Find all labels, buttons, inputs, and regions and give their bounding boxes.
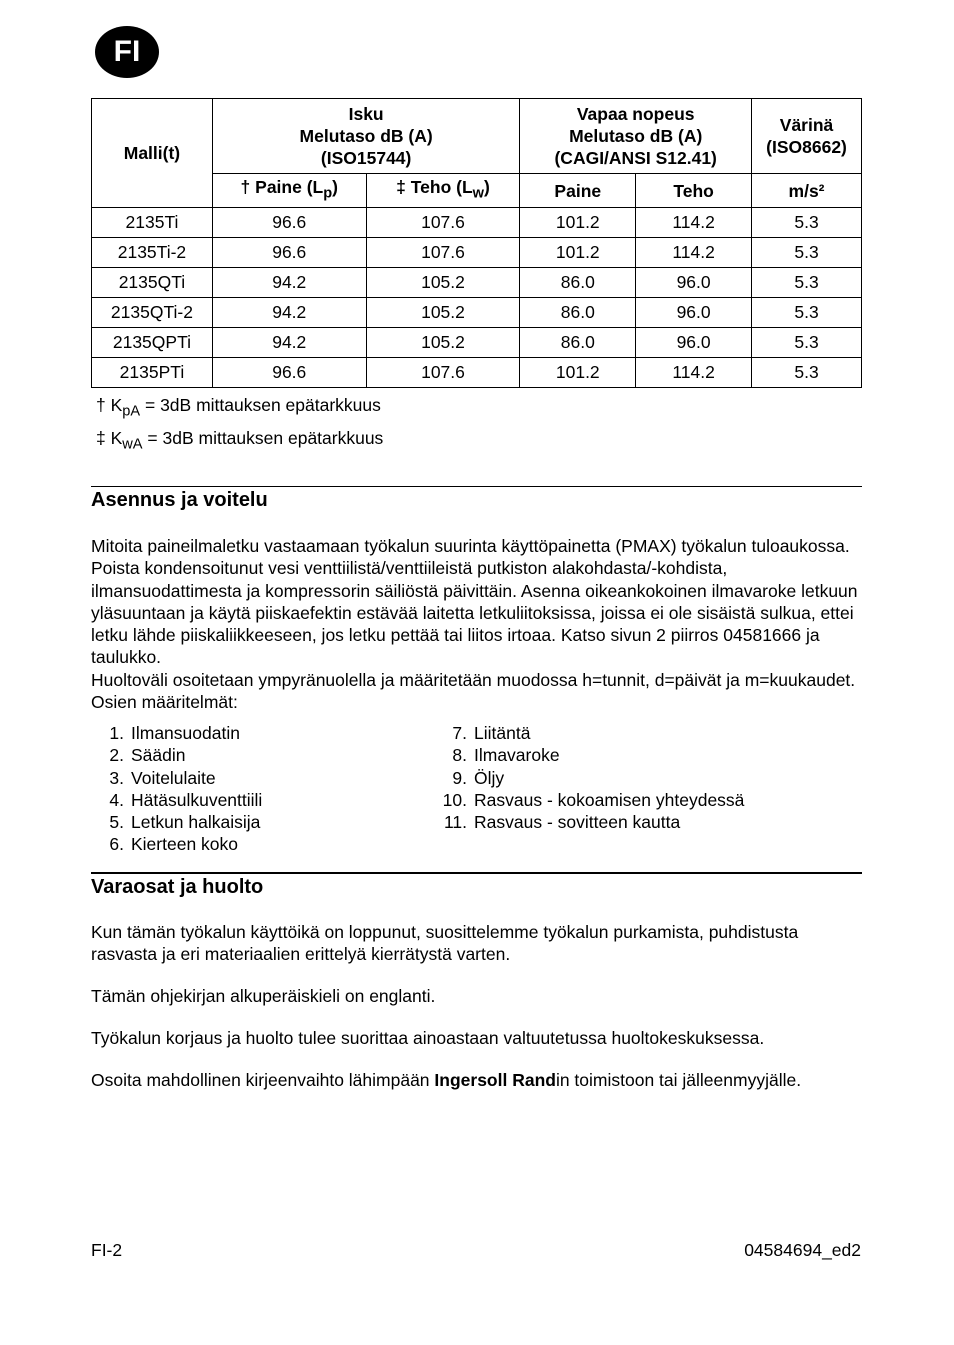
cell-model: 2135QTi <box>92 268 213 298</box>
specifications-table <box>91 98 862 388</box>
cell-impact-power: 105.2 <box>366 268 520 298</box>
cell-impact-power: 107.6 <box>366 238 520 268</box>
cell-model: 2135QTi-2 <box>92 298 213 328</box>
header-free-pressure: Paine <box>520 174 636 208</box>
list-item: 7. Liitäntä <box>452 723 531 743</box>
table-row <box>92 328 862 358</box>
header-free-power: Teho <box>636 174 752 208</box>
cell-impact-power: 105.2 <box>366 328 520 358</box>
table-row <box>92 298 862 328</box>
footnote-power-uncertainty: ‡ $K_{wA} = 3dB$ mittauksen epätarkkuus <box>96 427 384 452</box>
table-row <box>92 238 862 268</box>
cell-free-power: 114.2 <box>636 358 752 388</box>
cell-impact-pressure: 94.2 <box>212 268 366 298</box>
cell-impact-pressure: 96.6 <box>212 238 366 268</box>
recycling-paragraph: Kun tämän työkalun käyttöikä on loppunut, suosittelemme työkalun purkamista, puhdistusta rasvasta ja eri materiaalien erittelyä kierrätystä varten. <box>91 922 799 965</box>
cell-free-power: 96.0 <box>636 328 752 358</box>
brand-name: Ingersoll Rand <box>434 1070 556 1090</box>
list-item: 10. Rasvaus - kokoamisen yhteydessä <box>442 789 745 810</box>
section-title-installation: Asennus ja voitelu <box>91 489 268 511</box>
cell-impact-pressure: 96.6 <box>212 358 366 388</box>
header-free-speed: Vapaa nopeus Melutaso dB (A) (CAGI/ANSI S12.41) <box>520 99 752 174</box>
cell-free-pressure: 86.0 <box>520 268 636 298</box>
section-divider <box>91 872 862 874</box>
language-paragraph: Tämän ohjekirjan alkuperäiskieli on englanti. <box>91 986 436 1006</box>
page-number: FI-2 <box>91 1240 123 1260</box>
header-vibration: Värinä (ISO8662) <box>752 99 862 174</box>
cell-impact-pressure: 96.6 <box>212 208 366 238</box>
cell-vibration: 5.3 <box>752 208 862 238</box>
language-badge: FI <box>95 26 159 78</box>
cell-impact-power: 105.2 <box>366 298 520 328</box>
header-vibration-unit: m/s² <box>752 174 862 208</box>
cell-impact-pressure: 94.2 <box>212 328 366 358</box>
list-item: 11. Rasvaus - sovitteen kautta <box>443 812 681 833</box>
cell-model: 2135Ti <box>92 208 213 238</box>
list-item: 4. Hätäsulkuventtiili <box>109 789 263 810</box>
list-item: 1. Ilmansuodatin <box>109 723 240 743</box>
cell-free-pressure: 86.0 <box>520 328 636 358</box>
cell-free-power: 96.0 <box>636 268 752 298</box>
cell-vibration: 5.3 <box>752 298 862 328</box>
cell-free-power: 96.0 <box>636 298 752 328</box>
cell-impact-power: 107.6 <box>366 208 520 238</box>
cell-model: 2135QPTi <box>92 328 213 358</box>
list-item: 5. Letkun halkaisija <box>109 812 261 833</box>
cell-free-pressure: 101.2 <box>520 358 636 388</box>
cell-free-pressure: 101.2 <box>520 238 636 268</box>
footnote-pressure-uncertainty: † $K_{pA} = 3dB$ mittauksen epätarkkuus <box>96 395 381 420</box>
cell-vibration: 5.3 <box>752 238 862 268</box>
table-row <box>92 358 862 388</box>
list-item: 6. Kierteen koko <box>109 834 239 855</box>
header-model: Malli(t) <box>92 99 213 208</box>
header-impact-power: ‡ Teho $(L_w)$ <box>366 174 520 208</box>
cell-vibration: 5.3 <box>752 328 862 358</box>
table-footnotes <box>96 392 383 457</box>
cell-free-power: 114.2 <box>636 208 752 238</box>
section-title-parts-service: Varaosat ja huolto <box>91 876 264 898</box>
header-impact-pressure: † Paine $(L_p)$ <box>212 174 366 208</box>
cell-impact-power: 107.6 <box>366 358 520 388</box>
cell-model: 2135PTi <box>92 358 213 388</box>
list-item: 9. Öljy <box>452 767 505 788</box>
repair-paragraph: Työkalun korjaus ja huolto tulee suorittaa ainoastaan valtuutetussa huoltokeskuksessa. <box>91 1028 765 1048</box>
installation-paragraph: Mitoita paineilmaletku vastaamaan työkalun suurinta käyttöpainetta (PMAX) työkalun tuloaukossa. Poista kondensoitunut vesi venttiilistä/venttiileistä putkiston alakohdasta/-kohdista, ilmansuodattimesta ja kompressorin säiliöstä päivittäin. Asenna oikeankokoinen ilmavaroke letkuun yläsuuntaan ja käytä piiskaefektin estävää laitetta letkuliitoksissa, joissa ei ole sisäistä sulkua, ettei letku lähde piiskaliikkeeseen, jos letku pettää tai liitos irtoaa. Katso sivun 2 piirros 04581666 ja taulukko. <box>91 536 858 668</box>
list-item: 8. Ilmavaroke <box>452 745 560 766</box>
list-item: 2. Säädin <box>109 745 186 766</box>
parts-list-left <box>90 722 262 856</box>
contact-paragraph: Osoita mahdollinen kirjeenvaihto lähimpään Ingersoll Randin toimistoon tai jälleenmyyjälle. <box>91 1070 802 1090</box>
table-row <box>92 208 862 238</box>
table-body <box>92 208 862 388</box>
list-item: 3. Voitelulaite <box>109 767 216 788</box>
cell-impact-pressure: 94.2 <box>212 298 366 328</box>
table-row <box>92 268 862 298</box>
cell-free-power: 114.2 <box>636 238 752 268</box>
section-divider <box>91 486 862 487</box>
cell-free-pressure: 86.0 <box>520 298 636 328</box>
cell-model: 2135Ti-2 <box>92 238 213 268</box>
cell-vibration: 5.3 <box>752 358 862 388</box>
parts-list-right <box>433 722 744 833</box>
header-impact: Isku Melutaso dB (A) (ISO15744) <box>212 99 519 174</box>
cell-vibration: 5.3 <box>752 268 862 298</box>
document-code: 04584694_ed2 <box>744 1240 861 1260</box>
service-interval-paragraph: Huoltoväli osoitetaan ympyränuolella ja määritetään muodossa h=tunnit, d=päivät ja m=kuukaudet. Osien määritelmät: <box>91 670 856 713</box>
cell-free-pressure: 101.2 <box>520 208 636 238</box>
